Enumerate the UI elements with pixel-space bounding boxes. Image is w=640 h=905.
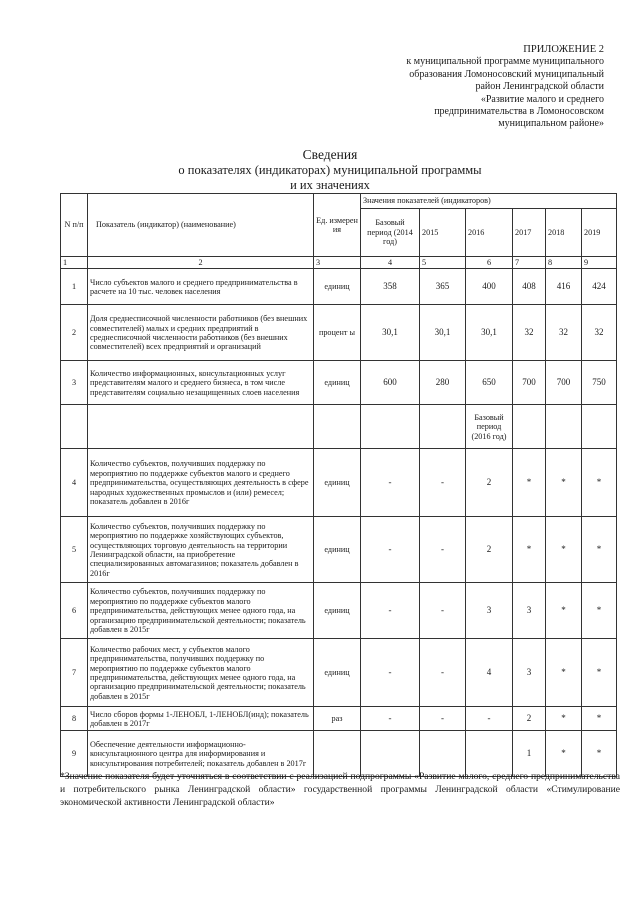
unit-cell: единиц (314, 583, 361, 639)
header-values: Значения показателей (индикаторов) (361, 194, 617, 209)
header-year: 2019 (582, 209, 617, 257)
col-number: 9 (582, 257, 617, 269)
value-cell: 30,1 (466, 305, 513, 361)
col-number: 8 (546, 257, 582, 269)
value-cell: 750 (582, 361, 617, 405)
table-row (61, 449, 617, 517)
indicator-name: Доля среднесписочной численности работников (без внешних совместителей) малых и средних предприятий в среднесписочной численности работников (без внешних совместителей) всех предприятий и организаций (88, 305, 314, 361)
value-cell: 2 (513, 707, 546, 731)
value-cell: - (361, 449, 420, 517)
value-cell: 365 (420, 269, 466, 305)
value-cell: 30,1 (361, 305, 420, 361)
value-cell: - (420, 639, 466, 707)
empty-cell (546, 405, 582, 449)
header-base-period: Базовый период (2014 год) (361, 209, 420, 257)
table-row (61, 517, 617, 583)
table-row (61, 707, 617, 731)
header-year: 2016 (466, 209, 513, 257)
indicator-name: Количество субъектов, получивших поддержку по мероприятию по поддержке субъектов малого предпринимательства, действующих менее одного года, на организацию предпринимательской деятельности; показатель добавлен в 2015г (88, 583, 314, 639)
table-body (61, 194, 617, 777)
header-year: 2018 (546, 209, 582, 257)
value-cell: - (361, 517, 420, 583)
indicators-table (60, 193, 617, 777)
value-cell: 416 (546, 269, 582, 305)
value-cell: * (546, 583, 582, 639)
value-cell: - (361, 707, 420, 731)
document-subtitle-2: и их значениях (290, 178, 370, 192)
appendix-block (344, 44, 604, 131)
empty-cell (420, 405, 466, 449)
value-cell: - (420, 449, 466, 517)
col-number: 5 (420, 257, 466, 269)
col-number: 3 (314, 257, 361, 269)
value-cell: 32 (546, 305, 582, 361)
col-number: 4 (361, 257, 420, 269)
indicator-name: Количество субъектов, получивших поддержку по мероприятию по поддержке субъектов малого и среднего предпринимательства, осуществляющих деятельность в сфере народных художественных промыслов и (или) ремесел; показатель добавлен в 2016г (88, 449, 314, 517)
value-cell: 2 (466, 517, 513, 583)
value-cell: - (361, 639, 420, 707)
value-cell: * (546, 731, 582, 777)
row-number: 4 (61, 449, 88, 517)
value-cell: 358 (361, 269, 420, 305)
appendix-line: образования Ломоносовский муниципальный (409, 68, 604, 80)
value-cell: * (546, 517, 582, 583)
header-indicator (88, 194, 314, 257)
col-number: 7 (513, 257, 546, 269)
value-cell: 4 (466, 639, 513, 707)
value-cell: * (582, 583, 617, 639)
row-number: 7 (61, 639, 88, 707)
value-cell: * (546, 449, 582, 517)
appendix-title: ПРИЛОЖЕНИЕ 2 (523, 44, 604, 55)
base-period-2016: Базовый период (2016 год) (466, 405, 513, 449)
col-number: 6 (466, 257, 513, 269)
value-cell: * (582, 449, 617, 517)
table-row (61, 583, 617, 639)
header-row (61, 194, 617, 209)
value-cell: * (582, 707, 617, 731)
value-cell: 700 (513, 361, 546, 405)
document-subtitle: о показателях (индикаторах) муниципальной программы (178, 163, 482, 177)
value-cell: 1 (513, 731, 546, 777)
value-cell: 3 (513, 639, 546, 707)
value-cell: - (361, 583, 420, 639)
indicator-name: Число субъектов малого и среднего предпринимательства в расчете на 10 тыс. человек населения (88, 269, 314, 305)
value-cell: 2 (466, 449, 513, 517)
appendix-line: район Ленинградской области (475, 81, 604, 93)
value-cell: 650 (466, 361, 513, 405)
empty-cell (88, 405, 314, 449)
value-cell: 30,1 (420, 305, 466, 361)
unit-cell: раз (314, 707, 361, 731)
value-cell: 3 (466, 583, 513, 639)
value-cell: * (582, 639, 617, 707)
indicator-name: Число сборов формы 1-ЛЕНОБЛ, 1-ЛЕНОБЛ(инд); показатель добавлен в 2017г (88, 707, 314, 731)
empty-cell (61, 405, 88, 449)
value-cell: 408 (513, 269, 546, 305)
empty-cell (582, 405, 617, 449)
empty-cell (513, 405, 546, 449)
value-cell: 3 (513, 583, 546, 639)
value-cell: - (420, 517, 466, 583)
indicator-name: Количество информационных, консультационных услуг представителям малого и среднего бизнеса, в том числе представителям социально незащищенных слоев населения (88, 361, 314, 405)
base-period-row (61, 405, 617, 449)
header-indicator-label: Показатель (индикатор) (наименование) (96, 220, 236, 230)
unit-cell: единиц (314, 269, 361, 305)
header-num: N п/п (61, 194, 88, 257)
value-cell: - (420, 707, 466, 731)
value-cell: * (546, 639, 582, 707)
row-number: 1 (61, 269, 88, 305)
value-cell: * (546, 707, 582, 731)
value-cell: - (420, 583, 466, 639)
col-number: 2 (88, 257, 314, 269)
header-year: 2017 (513, 209, 546, 257)
value-cell: * (582, 517, 617, 583)
value-cell: * (582, 731, 617, 777)
value-cell: 600 (361, 361, 420, 405)
value-cell: 700 (546, 361, 582, 405)
value-cell: 424 (582, 269, 617, 305)
unit-cell: единиц (314, 517, 361, 583)
row-number: 2 (61, 305, 88, 361)
empty-cell (361, 405, 420, 449)
unit-cell: процент ы (314, 305, 361, 361)
col-number: 1 (61, 257, 88, 269)
value-cell: - (466, 707, 513, 731)
appendix-line: муниципальном районе» (498, 118, 604, 130)
appendix-line: к муниципальной программе муниципального (406, 56, 604, 68)
indicator-name: Количество субъектов, получивших поддержку по мероприятию по поддержке хозяйствующих субъектов, осуществляющих торговую деятельность на территории Ленинградской области, на приобретение специализированных автомагазинов; показатель добавлен в 2016г (88, 517, 314, 583)
table-row (61, 305, 617, 361)
row-number: 9 (61, 731, 88, 777)
empty-cell (314, 405, 361, 449)
unit-cell: единиц (314, 639, 361, 707)
header-year: 2015 (420, 209, 466, 257)
value-cell: 32 (513, 305, 546, 361)
value-cell: * (513, 449, 546, 517)
column-numbers-row (61, 257, 617, 269)
unit-cell: единиц (314, 449, 361, 517)
indicator-name: Обеспечение деятельности информационно-консультационного центра для информирования и консультирования потребителей; показатель добавлен в 2017г (88, 731, 314, 777)
row-number: 6 (61, 583, 88, 639)
appendix-line: «Развитие малого и среднего (480, 93, 604, 105)
row-number: 5 (61, 517, 88, 583)
appendix-line: предпринимательства в Ломоносовском (434, 106, 604, 118)
table-row (61, 639, 617, 707)
row-number: 8 (61, 707, 88, 731)
unit-cell: единиц (314, 361, 361, 405)
value-cell: * (513, 517, 546, 583)
row-number: 3 (61, 361, 88, 405)
table-row (61, 361, 617, 405)
table-row (61, 269, 617, 305)
document-title: Сведения (302, 147, 358, 162)
indicator-name: Количество рабочих мест, у субъектов малого предпринимательства, получивших поддержку по мероприятию по поддержке субъектов малого предпринимательства, действующих менее одного года, на организацию предпринимательской деятельности; показатель добавлен в 2015г (88, 639, 314, 707)
footnote: *Значение показателя будет уточняться в соответствии с реализацией подпрограммы «Развитие малого, среднего предпринимательства и потребительского рынка Ленинградской области» государственной программы Ленинградской области «Стимулирование экономической активности Ленинградской области» (60, 771, 620, 808)
value-cell: 32 (582, 305, 617, 361)
value-cell: 400 (466, 269, 513, 305)
header-unit: Ед. измерен ия (314, 194, 361, 257)
value-cell: 280 (420, 361, 466, 405)
